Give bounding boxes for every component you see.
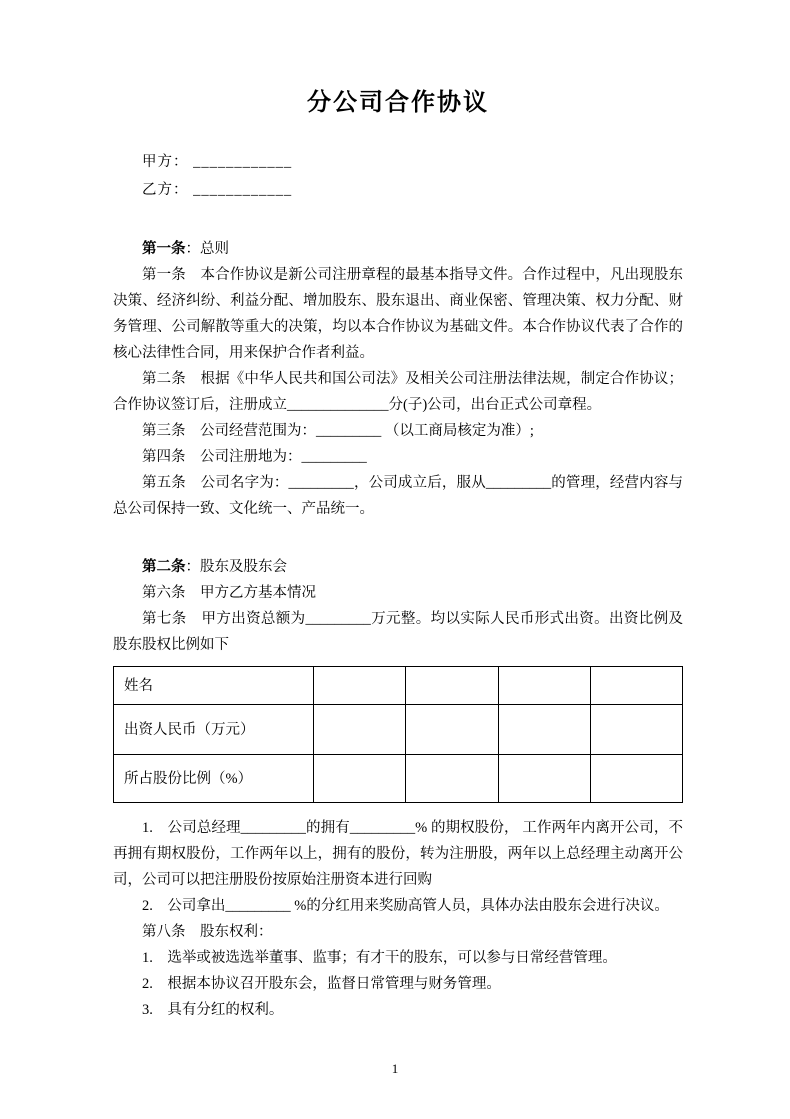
table-cell xyxy=(314,667,406,705)
clause-3-paragraph: 第三条 公司经营范围为：_________ （以工商局核定为准）; xyxy=(142,423,534,439)
table-row-share-ratio xyxy=(114,755,683,803)
clause-5-paragraph: 第五条 公司名字为：_________，公司成立后，服从_________的管理，经营内容与总公司保持一致、文化统一、产品统一。 xyxy=(113,475,683,517)
clause-7-paragraph: 第七条 甲方出资总额为_________万元整。均以实际人民币形式出资。出资比例及股东股权比例如下 xyxy=(113,611,683,653)
right-item-1: 1. 选举或被选选举董事、监事；有才干的股东，可以参与日常经营管理。 xyxy=(142,950,617,966)
table-cell xyxy=(498,755,590,803)
section-1-heading-label: 第一条 xyxy=(142,241,186,257)
table-cell xyxy=(314,705,406,755)
clause-4-paragraph: 第四条 公司注册地为：_________ xyxy=(142,449,367,465)
numbered-item-1: 1. 公司总经理_________的拥有_________% 的期权股份， 工作两年内离开公司，不再拥有期权股份，工作两年以上，拥有的股份，转为注册股，两年以上总经理主动离开公司，公司可以把注册股份按原始注册资本进行回购 xyxy=(113,820,683,888)
section-2-heading xyxy=(113,554,683,580)
section-2-heading-label: 第二条 xyxy=(142,559,186,575)
numbered-item-2: 2. 公司拿出_________ %的分红用来奖励高管人员，具体办法由股东会进行决议。 xyxy=(142,898,669,914)
table-cell xyxy=(498,667,590,705)
table-row-capital xyxy=(114,705,683,755)
page-title: 分公司合作协议 xyxy=(307,90,489,116)
table-row-label: 姓名 xyxy=(114,667,314,705)
table-cell xyxy=(590,755,682,803)
table-cell xyxy=(406,667,498,705)
clause-6-paragraph: 第六条 甲方乙方基本情况 xyxy=(142,585,316,601)
party-a-line: 甲方： ____________ xyxy=(142,154,293,170)
right-item-2: 2. 根据本协议召开股东会，监督日常管理与财务管理。 xyxy=(142,976,501,992)
section-1-heading-text: ：总则 xyxy=(185,241,229,257)
party-b-line: 乙方： ____________ xyxy=(142,182,293,198)
page-number: 1 xyxy=(391,1061,399,1076)
table-cell xyxy=(590,667,682,705)
section-1-heading xyxy=(113,236,683,262)
table-cell xyxy=(498,705,590,755)
table-row-name xyxy=(114,667,683,705)
table-cell xyxy=(590,705,682,755)
clause-1-paragraph: 第一条 本合作协议是新公司注册章程的最基本指导文件。合作过程中，凡出现股东决策、经济纠纷、利益分配、增加股东、股东退出、商业保密、管理决策、权力分配、财务管理、公司解散等重大的决策，均以本合作协议为基础文件。本合作协议代表了合作的核心法律性合同，用来保护合作者利益。 xyxy=(113,267,683,361)
table-cell xyxy=(406,755,498,803)
table-row-label: 出资人民币（万元） xyxy=(114,705,314,755)
right-item-3: 3. 具有分红的权利。 xyxy=(142,1002,284,1018)
table-cell xyxy=(314,755,406,803)
clause-8-paragraph: 第八条 股东权利： xyxy=(142,924,273,940)
shareholder-table xyxy=(113,666,683,803)
table-cell xyxy=(406,705,498,755)
clause-2-paragraph: 第二条 根据《中华人民共和国公司法》及相关公司注册法律法规，制定合作协议；合作协议签订后，注册成立______________分(子)公司，出台正式公司章程。 xyxy=(113,371,683,413)
table-row-label: 所占股份比例（%） xyxy=(114,755,314,803)
section-2-heading-text: ：股东及股东会 xyxy=(185,559,287,575)
